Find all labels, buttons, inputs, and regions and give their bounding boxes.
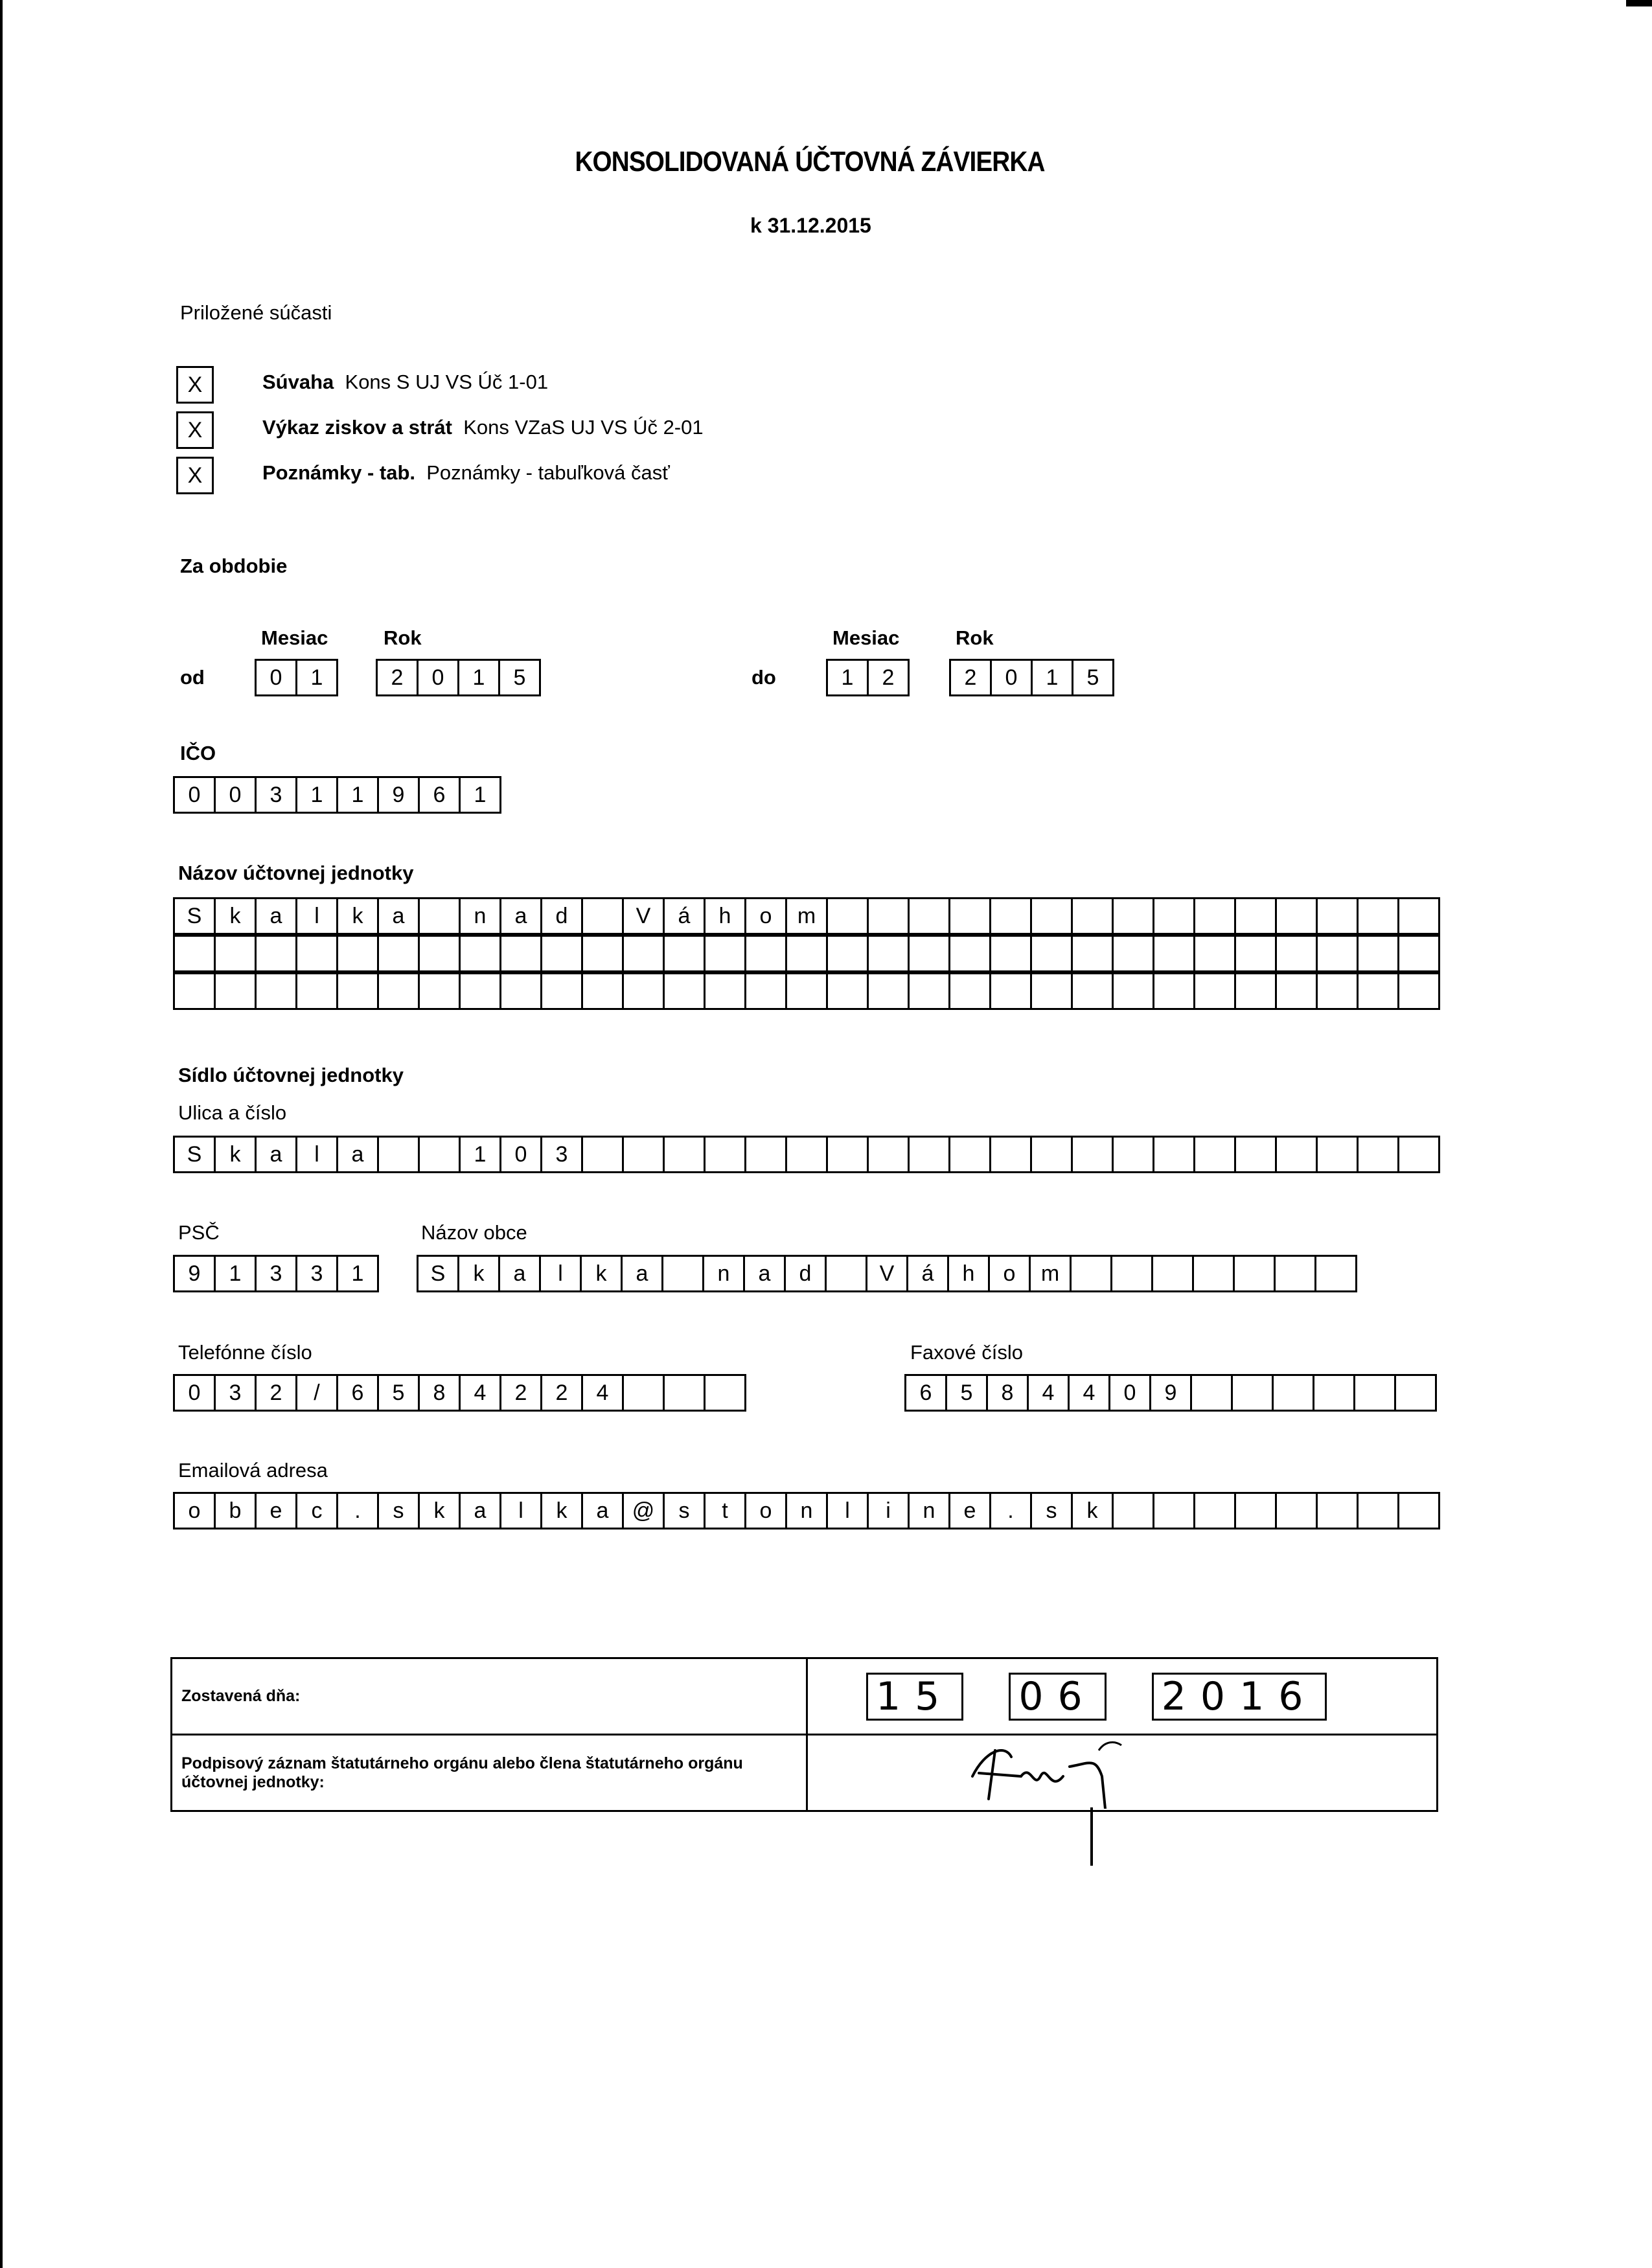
from-month-field[interactable] xyxy=(255,659,338,696)
char-box[interactable]: 0 xyxy=(175,1374,216,1412)
char-box[interactable]: 5 xyxy=(1073,659,1114,696)
signature-image xyxy=(959,1737,1219,1809)
scan-mark xyxy=(1626,0,1652,6)
attachment-item xyxy=(262,371,548,394)
char-box[interactable] xyxy=(175,972,216,1010)
char-box[interactable]: 1 xyxy=(297,659,338,696)
char-box[interactable] xyxy=(1359,897,1399,935)
char-box[interactable] xyxy=(1195,935,1236,972)
char-box[interactable] xyxy=(1114,972,1154,1010)
char-box[interactable]: 0 xyxy=(501,1136,542,1173)
char-box[interactable] xyxy=(624,1374,665,1412)
char-box[interactable]: a xyxy=(338,1136,379,1173)
char-box[interactable] xyxy=(420,972,461,1010)
char-box[interactable] xyxy=(1236,972,1277,1010)
char-box[interactable] xyxy=(1359,935,1399,972)
char-box[interactable] xyxy=(216,935,257,972)
char-box[interactable] xyxy=(991,1136,1032,1173)
char-box[interactable] xyxy=(1114,1492,1154,1529)
char-box[interactable]: d xyxy=(786,1255,827,1292)
char-box[interactable] xyxy=(1032,897,1073,935)
char-box[interactable] xyxy=(1318,972,1359,1010)
char-box[interactable]: 6 xyxy=(338,1374,379,1412)
char-box[interactable] xyxy=(583,897,624,935)
char-box[interactable] xyxy=(1318,1136,1359,1173)
char-box[interactable] xyxy=(1399,1492,1440,1529)
char-box[interactable]: 1 xyxy=(461,1136,501,1173)
char-box[interactable] xyxy=(1073,935,1114,972)
char-box[interactable] xyxy=(991,935,1032,972)
char-box[interactable]: 4 xyxy=(461,1374,501,1412)
char-box[interactable] xyxy=(1276,1255,1316,1292)
entity-name-label: Názov účtovnej jednotky xyxy=(178,862,414,884)
char-box[interactable]: 9 xyxy=(1151,1374,1192,1412)
char-box[interactable]: S xyxy=(175,897,216,935)
char-box[interactable]: á xyxy=(908,1255,949,1292)
char-box[interactable] xyxy=(338,972,379,1010)
char-box[interactable]: 1 xyxy=(461,776,501,814)
char-box[interactable]: 2 xyxy=(257,1374,297,1412)
char-box[interactable]: k xyxy=(420,1492,461,1529)
char-box[interactable] xyxy=(1072,1255,1112,1292)
char-box[interactable]: 2 xyxy=(501,1374,542,1412)
char-box[interactable] xyxy=(706,972,746,1010)
attachment-checkbox[interactable]: X xyxy=(176,411,214,449)
entity-name-row[interactable] xyxy=(173,972,1440,1010)
char-box[interactable]: s xyxy=(1032,1492,1073,1529)
char-box[interactable] xyxy=(1236,1492,1277,1529)
char-box[interactable] xyxy=(297,972,338,1010)
char-box[interactable]: @ xyxy=(624,1492,665,1529)
char-box[interactable]: 9 xyxy=(379,776,420,814)
phone-field[interactable] xyxy=(173,1374,746,1412)
char-box[interactable]: 1 xyxy=(338,1255,379,1292)
char-box[interactable]: 3 xyxy=(257,1255,297,1292)
char-box[interactable]: 6 xyxy=(906,1374,947,1412)
char-box[interactable] xyxy=(828,897,869,935)
attachments-heading: Priložené súčasti xyxy=(180,301,332,324)
char-box[interactable]: V xyxy=(867,1255,908,1292)
char-box[interactable] xyxy=(950,1136,991,1173)
char-box[interactable]: 4 xyxy=(1070,1374,1110,1412)
char-box[interactable] xyxy=(1154,897,1195,935)
char-box[interactable]: á xyxy=(665,897,706,935)
char-box[interactable]: V xyxy=(624,897,665,935)
char-box[interactable] xyxy=(1073,897,1114,935)
char-box[interactable]: n xyxy=(704,1255,745,1292)
char-box[interactable] xyxy=(828,935,869,972)
char-box[interactable] xyxy=(1318,1492,1359,1529)
char-box[interactable] xyxy=(257,972,297,1010)
char-box[interactable] xyxy=(1236,1136,1277,1173)
char-box[interactable] xyxy=(1235,1255,1276,1292)
char-box[interactable] xyxy=(828,1136,869,1173)
to-month-field[interactable] xyxy=(826,659,910,696)
char-box[interactable]: k xyxy=(459,1255,500,1292)
char-box[interactable] xyxy=(1195,1492,1236,1529)
char-box[interactable]: e xyxy=(950,1492,991,1529)
char-box[interactable] xyxy=(1236,897,1277,935)
char-box[interactable]: l xyxy=(541,1255,582,1292)
document-date: k 31.12.2015 xyxy=(750,214,871,237)
char-box[interactable] xyxy=(1236,935,1277,972)
char-box[interactable]: m xyxy=(1031,1255,1072,1292)
ico-field[interactable] xyxy=(173,776,501,814)
char-box[interactable] xyxy=(991,972,1032,1010)
char-box[interactable] xyxy=(1314,1374,1355,1412)
entity-name-row[interactable] xyxy=(173,897,1440,935)
char-box[interactable]: a xyxy=(500,1255,541,1292)
char-box[interactable] xyxy=(542,972,583,1010)
signature-tail xyxy=(1090,1807,1093,1866)
char-box[interactable] xyxy=(1277,1136,1318,1173)
char-box[interactable]: 0 xyxy=(216,776,257,814)
char-box[interactable]: 0 xyxy=(1110,1374,1151,1412)
compiled-date[interactable] xyxy=(807,1658,1438,1735)
attachment-desc: Kons VZaS UJ VS Úč 2-01 xyxy=(463,416,704,439)
char-box[interactable] xyxy=(1114,1136,1154,1173)
char-box[interactable] xyxy=(827,1255,867,1292)
fax-field[interactable] xyxy=(904,1374,1437,1412)
char-box[interactable] xyxy=(869,972,910,1010)
char-box[interactable] xyxy=(1154,935,1195,972)
char-box[interactable] xyxy=(869,935,910,972)
char-box[interactable] xyxy=(1112,1255,1153,1292)
char-box[interactable] xyxy=(338,935,379,972)
char-box[interactable] xyxy=(379,935,420,972)
attachment-name: Súvaha xyxy=(262,371,334,393)
char-box[interactable] xyxy=(950,972,991,1010)
from-year-label: Rok xyxy=(384,626,422,649)
char-box[interactable] xyxy=(1195,972,1236,1010)
char-box[interactable] xyxy=(1277,897,1318,935)
char-box[interactable] xyxy=(991,897,1032,935)
from-label: od xyxy=(180,666,205,689)
char-box[interactable]: 2 xyxy=(951,659,992,696)
char-box[interactable]: 3 xyxy=(542,1136,583,1173)
char-box[interactable] xyxy=(1274,1374,1314,1412)
char-box[interactable] xyxy=(910,972,950,1010)
char-box[interactable]: l xyxy=(297,1136,338,1173)
char-box[interactable] xyxy=(869,897,910,935)
char-box[interactable]: a xyxy=(745,1255,786,1292)
char-box[interactable] xyxy=(1359,1136,1399,1173)
attachment-checkbox[interactable]: X xyxy=(176,457,214,494)
char-box[interactable]: o xyxy=(746,897,787,935)
char-box[interactable] xyxy=(910,897,950,935)
char-box[interactable]: n xyxy=(461,897,501,935)
char-box[interactable] xyxy=(746,1136,787,1173)
char-box[interactable] xyxy=(665,972,706,1010)
char-box[interactable] xyxy=(1277,972,1318,1010)
town-label: Názov obce xyxy=(421,1221,527,1244)
char-box[interactable]: . xyxy=(991,1492,1032,1529)
seat-label: Sídlo účtovnej jednotky xyxy=(178,1064,404,1086)
entity-name-field[interactable] xyxy=(173,897,1440,1010)
attachment-name: Výkaz ziskov a strát xyxy=(262,416,452,439)
char-box[interactable] xyxy=(1318,897,1359,935)
char-box[interactable]: / xyxy=(297,1374,338,1412)
char-box[interactable] xyxy=(379,1136,420,1173)
char-box[interactable]: 1 xyxy=(828,659,869,696)
char-box[interactable]: 1 xyxy=(216,1255,257,1292)
attachment-item xyxy=(262,461,670,485)
char-box[interactable] xyxy=(461,972,501,1010)
email-label: Emailová adresa xyxy=(178,1459,328,1482)
char-box[interactable] xyxy=(1194,1255,1235,1292)
char-box[interactable]: k xyxy=(216,897,257,935)
char-box[interactable] xyxy=(869,1136,910,1173)
char-box[interactable] xyxy=(1032,972,1073,1010)
char-box[interactable]: n xyxy=(910,1492,950,1529)
street-field[interactable] xyxy=(173,1136,1440,1173)
char-box[interactable] xyxy=(583,1136,624,1173)
char-box[interactable] xyxy=(1153,1255,1194,1292)
char-box[interactable] xyxy=(1114,897,1154,935)
char-box[interactable] xyxy=(1277,1492,1318,1529)
char-box[interactable] xyxy=(624,1136,665,1173)
char-box[interactable] xyxy=(1233,1374,1274,1412)
char-box[interactable]: a xyxy=(257,1136,297,1173)
char-box[interactable]: 4 xyxy=(583,1374,624,1412)
char-box[interactable] xyxy=(1399,897,1440,935)
char-box[interactable] xyxy=(665,935,706,972)
char-box[interactable] xyxy=(379,972,420,1010)
fax-label: Faxové číslo xyxy=(910,1341,1024,1364)
town-field[interactable] xyxy=(417,1255,1357,1292)
char-box[interactable] xyxy=(583,935,624,972)
document-title: KONSOLIDOVANÁ ÚČTOVNÁ ZÁVIERKA xyxy=(575,146,1045,178)
char-box[interactable]: 2 xyxy=(542,1374,583,1412)
to-year-label: Rok xyxy=(956,626,994,649)
char-box[interactable] xyxy=(297,935,338,972)
char-box[interactable] xyxy=(1318,935,1359,972)
char-box[interactable] xyxy=(461,935,501,972)
char-box[interactable]: 1 xyxy=(338,776,379,814)
char-box[interactable] xyxy=(665,1136,706,1173)
to-label: do xyxy=(751,666,776,689)
char-box[interactable]: k xyxy=(216,1136,257,1173)
char-box[interactable]: 3 xyxy=(297,1255,338,1292)
signature-stroke xyxy=(972,1750,1105,1809)
compiled-label: Zostavená dňa: xyxy=(172,1658,807,1735)
char-box[interactable]: n xyxy=(787,1492,828,1529)
street-label: Ulica a číslo xyxy=(178,1101,287,1124)
char-box[interactable] xyxy=(1154,1136,1195,1173)
period-heading: Za obdobie xyxy=(180,555,288,577)
char-box[interactable]: o xyxy=(175,1492,216,1529)
char-box[interactable]: 1 xyxy=(459,659,500,696)
char-box[interactable]: s xyxy=(379,1492,420,1529)
char-box[interactable] xyxy=(910,935,950,972)
char-box[interactable]: b xyxy=(216,1492,257,1529)
char-box[interactable] xyxy=(706,1374,746,1412)
char-box[interactable]: k xyxy=(1073,1492,1114,1529)
char-box[interactable] xyxy=(746,972,787,1010)
scan-edge xyxy=(0,0,3,2268)
char-box[interactable] xyxy=(1396,1374,1437,1412)
char-box[interactable]: S xyxy=(175,1136,216,1173)
char-box[interactable] xyxy=(665,1374,706,1412)
char-box[interactable] xyxy=(1399,1136,1440,1173)
char-box[interactable] xyxy=(746,935,787,972)
char-box[interactable]: 4 xyxy=(1029,1374,1070,1412)
char-box[interactable]: h xyxy=(706,897,746,935)
char-box[interactable]: 8 xyxy=(420,1374,461,1412)
char-box[interactable] xyxy=(1032,935,1073,972)
char-box[interactable]: 0 xyxy=(419,659,459,696)
char-box[interactable]: 8 xyxy=(988,1374,1029,1412)
char-box[interactable]: . xyxy=(338,1492,379,1529)
char-box[interactable] xyxy=(257,935,297,972)
char-box[interactable] xyxy=(1359,1492,1399,1529)
char-box[interactable]: t xyxy=(706,1492,746,1529)
char-box[interactable]: h xyxy=(949,1255,990,1292)
char-box[interactable]: s xyxy=(665,1492,706,1529)
char-box[interactable]: a xyxy=(257,897,297,935)
char-box[interactable] xyxy=(950,897,991,935)
char-box[interactable]: e xyxy=(257,1492,297,1529)
attachment-item xyxy=(262,416,704,439)
char-box[interactable]: a xyxy=(379,897,420,935)
from-year-field[interactable] xyxy=(376,659,541,696)
char-box[interactable]: 5 xyxy=(500,659,541,696)
attachment-name: Poznámky - tab. xyxy=(262,461,415,484)
char-box[interactable]: c xyxy=(297,1492,338,1529)
char-box[interactable] xyxy=(787,935,828,972)
signature-label: Podpisový záznam štatutárneho orgánu alebo člena štatutárneho orgánu účtovnej jednotky: xyxy=(172,1735,807,1811)
char-box[interactable]: k xyxy=(542,1492,583,1529)
char-box[interactable] xyxy=(542,935,583,972)
char-box[interactable] xyxy=(420,897,461,935)
char-box[interactable]: a xyxy=(461,1492,501,1529)
char-box[interactable]: 0 xyxy=(257,659,297,696)
char-box[interactable]: m xyxy=(787,897,828,935)
char-box[interactable] xyxy=(1195,1136,1236,1173)
compiled-month: 06 xyxy=(1009,1673,1106,1721)
char-box[interactable]: 2 xyxy=(869,659,910,696)
char-box[interactable] xyxy=(1073,1136,1114,1173)
char-box[interactable] xyxy=(1277,935,1318,972)
char-box[interactable] xyxy=(1195,897,1236,935)
char-box[interactable] xyxy=(583,972,624,1010)
compiled-year: 2016 xyxy=(1152,1673,1327,1721)
char-box[interactable] xyxy=(950,935,991,972)
char-box[interactable] xyxy=(1359,972,1399,1010)
attachment-desc: Poznámky - tabuľková časť xyxy=(426,461,670,484)
to-month-label: Mesiac xyxy=(832,626,900,649)
char-box[interactable] xyxy=(1073,972,1114,1010)
char-box[interactable]: 1 xyxy=(1033,659,1073,696)
char-box[interactable]: 2 xyxy=(378,659,419,696)
char-box[interactable] xyxy=(1032,1136,1073,1173)
char-box[interactable] xyxy=(1316,1255,1357,1292)
char-box[interactable]: 0 xyxy=(992,659,1033,696)
signature-cell[interactable] xyxy=(807,1735,1438,1811)
char-box[interactable]: k xyxy=(338,897,379,935)
char-box[interactable]: 0 xyxy=(175,776,216,814)
char-box[interactable]: l xyxy=(501,1492,542,1529)
char-box[interactable] xyxy=(706,935,746,972)
char-box[interactable] xyxy=(175,935,216,972)
to-year-field[interactable] xyxy=(949,659,1114,696)
char-box[interactable] xyxy=(787,1136,828,1173)
char-box[interactable]: d xyxy=(542,897,583,935)
char-box[interactable]: 3 xyxy=(216,1374,257,1412)
char-box[interactable]: S xyxy=(419,1255,459,1292)
char-box[interactable]: 6 xyxy=(420,776,461,814)
psc-label: PSČ xyxy=(178,1221,220,1244)
char-box[interactable] xyxy=(420,1136,461,1173)
signature-table xyxy=(170,1657,1438,1812)
char-box[interactable]: 3 xyxy=(257,776,297,814)
char-box[interactable] xyxy=(910,1136,950,1173)
char-box[interactable] xyxy=(501,972,542,1010)
char-box[interactable]: a xyxy=(583,1492,624,1529)
phone-label: Telefónne číslo xyxy=(178,1341,312,1364)
char-box[interactable] xyxy=(420,935,461,972)
char-box[interactable]: k xyxy=(582,1255,623,1292)
char-box[interactable]: l xyxy=(297,897,338,935)
char-box[interactable]: 5 xyxy=(379,1374,420,1412)
attachment-checkbox[interactable]: X xyxy=(176,366,214,404)
char-box[interactable]: 1 xyxy=(297,776,338,814)
char-box[interactable] xyxy=(216,972,257,1010)
char-box[interactable]: l xyxy=(828,1492,869,1529)
attachment-desc: Kons S UJ VS Úč 1-01 xyxy=(345,371,549,393)
char-box[interactable]: 5 xyxy=(947,1374,988,1412)
char-box[interactable] xyxy=(706,1136,746,1173)
char-box[interactable]: o xyxy=(746,1492,787,1529)
char-box[interactable] xyxy=(624,972,665,1010)
compiled-day: 15 xyxy=(866,1673,963,1721)
char-box[interactable] xyxy=(828,972,869,1010)
char-box[interactable] xyxy=(663,1255,704,1292)
char-box[interactable] xyxy=(1399,972,1440,1010)
ico-label: IČO xyxy=(180,742,216,764)
char-box[interactable]: a xyxy=(623,1255,663,1292)
char-box[interactable] xyxy=(1154,1492,1195,1529)
char-box[interactable] xyxy=(624,935,665,972)
char-box[interactable]: a xyxy=(501,897,542,935)
char-box[interactable] xyxy=(1399,935,1440,972)
char-box[interactable] xyxy=(1154,972,1195,1010)
signature-flourish xyxy=(1099,1742,1121,1750)
email-field[interactable] xyxy=(173,1492,1440,1529)
from-month-label: Mesiac xyxy=(261,626,328,649)
char-box[interactable] xyxy=(1192,1374,1233,1412)
char-box[interactable]: i xyxy=(869,1492,910,1529)
char-box[interactable] xyxy=(501,935,542,972)
char-box[interactable] xyxy=(1114,935,1154,972)
char-box[interactable] xyxy=(787,972,828,1010)
char-box[interactable]: o xyxy=(990,1255,1031,1292)
entity-name-row[interactable] xyxy=(173,935,1440,972)
psc-field[interactable] xyxy=(173,1255,379,1292)
char-box[interactable]: 9 xyxy=(175,1255,216,1292)
char-box[interactable] xyxy=(1355,1374,1396,1412)
